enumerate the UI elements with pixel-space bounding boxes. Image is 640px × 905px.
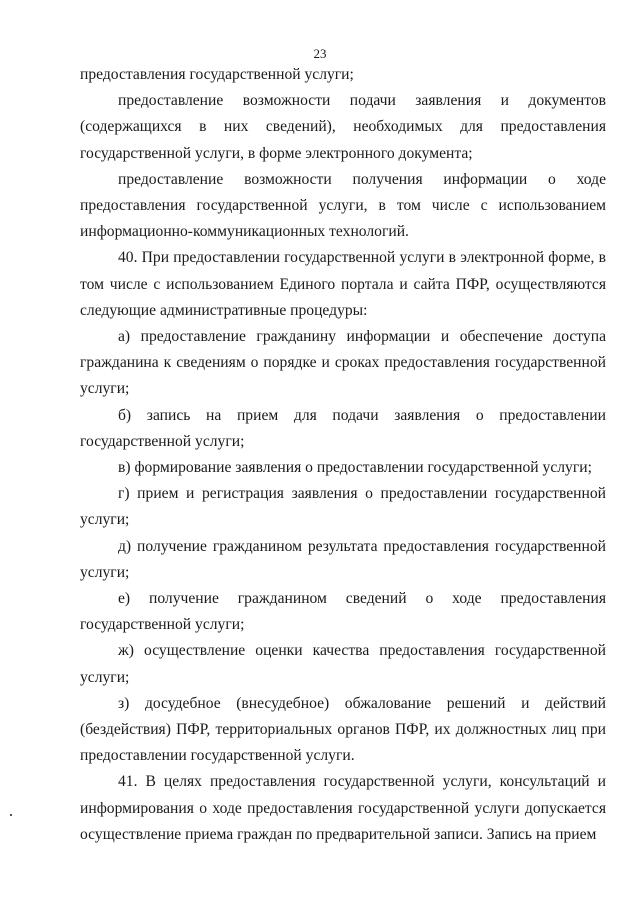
paragraph-continuation: предоставления государственной услуги; xyxy=(80,66,354,83)
list-item-e: е) получение гражданином сведений о ходе предоставления государственной услуги; xyxy=(80,590,606,634)
page-number: 23 xyxy=(313,46,327,61)
scan-speck xyxy=(10,814,12,816)
paragraph-submission-possibility: предоставление возможности подачи заявления и документов (содержащихся в них сведений), необходимых для предоставления государственной услуги, в форме электронного документа; xyxy=(80,92,606,162)
list-item-b: б) запись на прием для подачи заявления о предоставлении государственной услуги; xyxy=(80,406,606,450)
list-item-g: г) прием и регистрация заявления о предоставлении государственной услуги; xyxy=(80,485,606,529)
list-item-a: а) предоставление гражданину информации и обеспечение доступа гражданина к сведениям о порядке и сроках предоставления государственной услуги; xyxy=(80,328,606,398)
paragraph-40: 40. При предоставлении государственной услуги в электронной форме, в том числе с использованием Единого портала и сайта ПФР, осуществляются следующие административные процедуры: xyxy=(80,249,606,319)
list-item-v: в) формирование заявления о предоставлении государственной услуги; xyxy=(118,459,592,477)
document-body xyxy=(80,62,606,848)
list-item-zh: ж) осуществление оценки качества предоставления государственной услуги; xyxy=(80,642,606,686)
list-item-z: з) досудебное (внесудебное) обжалование решений и действий (бездействия) ПФР, территориальных органов ПФР, их должностных лиц при предоставлении государственной услуги. xyxy=(80,694,606,765)
paragraph-41: 41. В целях предоставления государственной услуги, консультаций и информирования о ходе предоставления государственной услуги допускается осуществление приема граждан по предварительной записи. Запись на прием xyxy=(80,773,606,843)
list-item-d: д) получение гражданином результата предоставления государственной услуги; xyxy=(80,537,606,581)
paragraph-information-possibility: предоставление возможности получения информации о ходе предоставления государственной услуги, в том числе с использованием информационно-коммуникационных технологий. xyxy=(80,170,606,241)
